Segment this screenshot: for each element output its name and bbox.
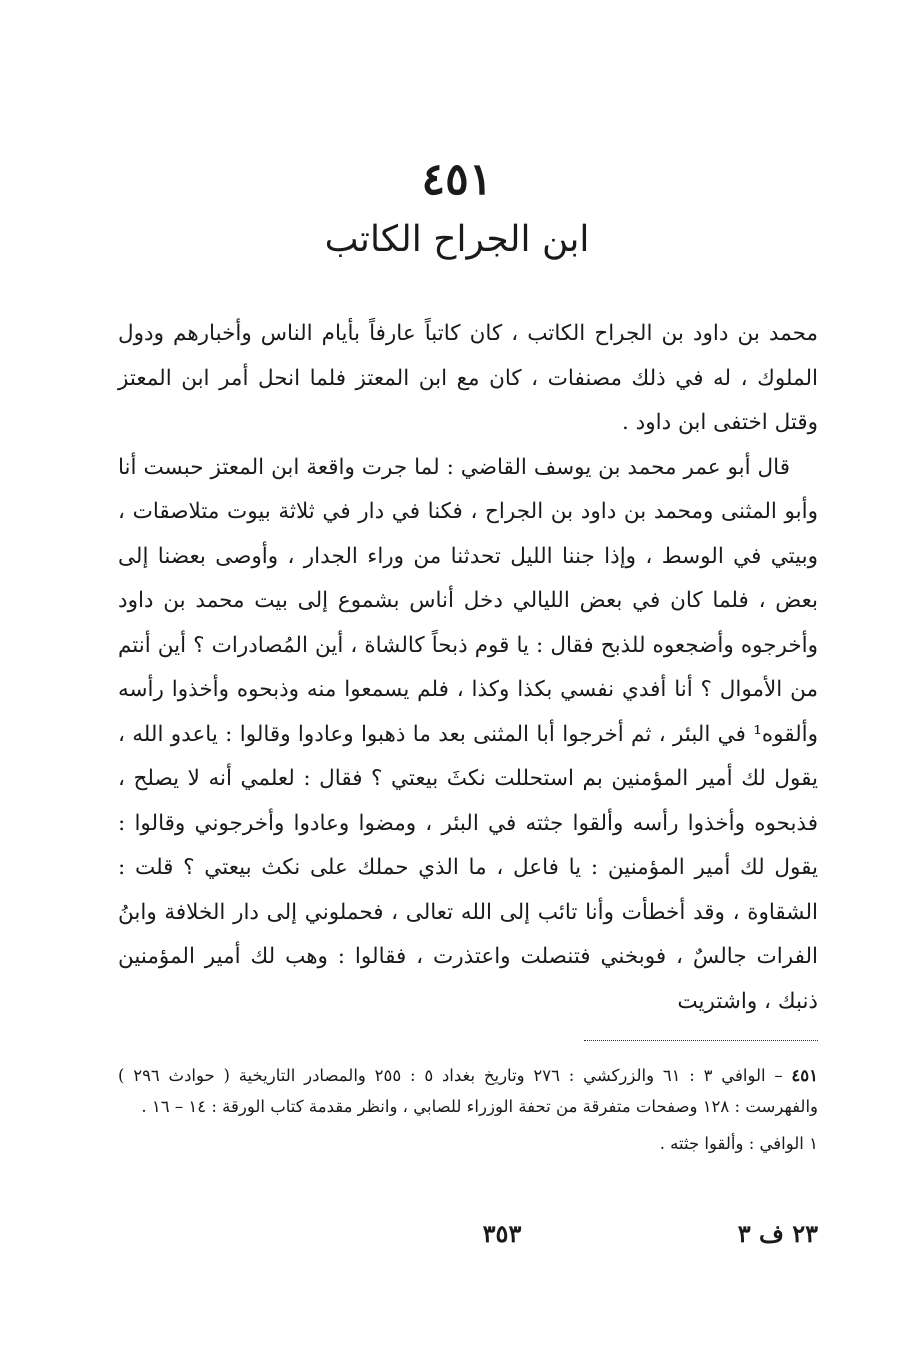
entry-number: ٤٥١ bbox=[421, 154, 493, 205]
footnotes bbox=[118, 1060, 818, 1159]
entry-title: ابن الجراح الكاتب bbox=[324, 219, 590, 260]
body-paragraph: قال أبو عمر محمد بن يوسف القاضي : لما جرت واقعة ابن المعتز حبست أنا وأبو المثنى ومحمد بن داود بن الجراح ، فكنا في دار في ثلاثة بيوت متلاصقات ، وبيتي في الوسط ، وإذا جننا الليل تحدثنا من وراء الجدار ، وأوصى بعضنا إلى بعض ، فلما كان في بعض الليالي دخل أناس بشموع إلى بيت محمد بن داود وأخرجوه وأضجعوه للذبح فقال : يا قوم ذبحاً كالشاة ، أين المُصادرات ؟ أين أنتم من الأموال ؟ أنا أفدي نفسي بكذا وكذا ، فلم يسمعوا منه وذبحوه وأخذوا رأسه وألقوه¹ في البئر ، ثم أخرجوا أبا المثنى بعد ما ذهبوا وعادوا وقالوا : ياعدو الله ، يقول لك أمير المؤمنين بم استحللت نكثَ بيعتي ؟ فقال : لعلمي أنه لا يصلح ، فذبحوه وأخذوا رأسه وألقوا جثته في البئر ، ومضوا وعادوا وأخرجوني وقالوا : يقول لك أمير المؤمنين : يا فاعل ، ما الذي حملك على نكث بيعتي ؟ قلت : الشقاوة ، وقد أخطأت وأنا تائب إلى الله تعالى ، فحملوني إلى دار الخلافة وابنُ الفرات جالسٌ ، فوبخني فتنصلت واعتذرت ، فقالوا : وهب لك أمير المؤمنين ذنبك ، واشتريت bbox=[118, 454, 818, 1014]
footnote-divider bbox=[584, 1040, 818, 1041]
body-text bbox=[118, 312, 818, 1024]
footnote-entry-ref: ٤٥١ bbox=[791, 1066, 818, 1085]
page-number: ٣٥٣ bbox=[482, 1219, 522, 1248]
footnote-1: ١ الوافي : وألقوا جثته . bbox=[659, 1134, 818, 1153]
footnote-entry-text: – الوافي ٣ : ٦١ والزركشي : ٢٧٦ وتاريخ بغداد ٥ : ٢٥٥ والمصادر التاريخية ( حوادث ٢٩٦ ) والفهرست : ١٢٨ وصفحات متفرقة من تحفة الوزراء للصابي ، وانظر مقدمة كتاب الورقة : ١٤ – ١٦ . bbox=[118, 1066, 818, 1116]
page-footer bbox=[118, 1214, 818, 1254]
footnote-entry bbox=[118, 1060, 818, 1122]
printer-signature: ٢٣ ف ٣ bbox=[737, 1219, 818, 1248]
body-paragraph: محمد بن داود بن الجراح الكاتب ، كان كاتباً عارفاً بأيام الناس وأخبارهم ودول الملوك ، له في ذلك مصنفات ، كان مع ابن المعتز فلما انحل أمر ابن المعتز وقتل اختفى ابن داود . bbox=[118, 321, 818, 435]
